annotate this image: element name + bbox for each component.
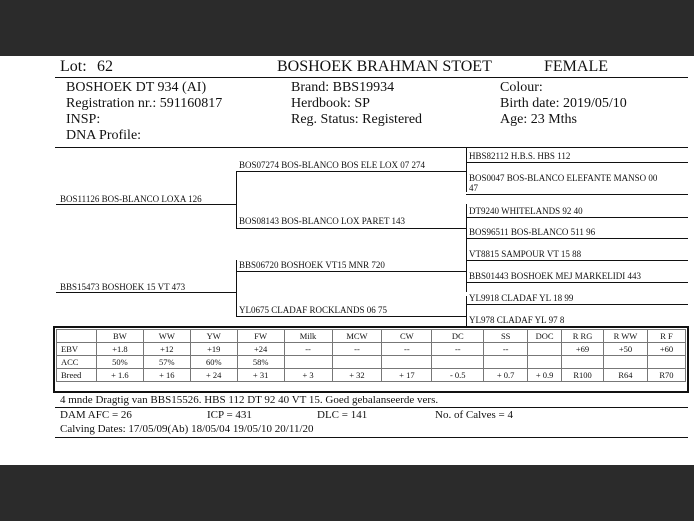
ssd: BOS0047 BOS-BLANCO ELEFANTE MANSO 00 xyxy=(469,173,658,183)
ds-connector xyxy=(466,248,467,292)
sire: BOS11126 BOS-BLANCO LOXA 126 xyxy=(60,194,202,204)
info-rule xyxy=(55,147,688,148)
performance-row xyxy=(57,356,686,369)
footer-rule xyxy=(55,437,688,438)
performance-header-row xyxy=(57,330,686,343)
sire-line xyxy=(56,204,236,205)
performance-cell: +50 xyxy=(604,343,648,356)
performance-cell xyxy=(604,356,648,369)
performance-cell xyxy=(432,356,484,369)
performance-cell: +60 xyxy=(647,343,685,356)
performance-column-header: CW xyxy=(382,330,432,343)
performance-cell xyxy=(528,356,562,369)
dd-connector xyxy=(466,296,467,326)
registration-status: Reg. Status: Registered xyxy=(291,112,423,127)
performance-cell: 50% xyxy=(96,356,143,369)
registration-number: Registration nr.: 591160817 xyxy=(66,96,223,111)
sds-line xyxy=(466,217,688,218)
sss: HBS82112 H.B.S. HBS 112 xyxy=(469,151,571,161)
performance-cell: + 16 xyxy=(143,369,190,382)
sire-connector xyxy=(236,171,237,229)
ssd-line xyxy=(466,194,688,195)
bottom-dark-band xyxy=(0,465,694,521)
performance-column-header: DOC xyxy=(528,330,562,343)
performance-cell: -- xyxy=(332,343,382,356)
performance-cell: + 0.7 xyxy=(484,369,528,382)
performance-table xyxy=(56,329,686,382)
dam-line xyxy=(56,292,236,293)
performance-cell xyxy=(528,343,562,356)
performance-cell: + 0.9 xyxy=(528,369,562,382)
performance-cell: -- xyxy=(432,343,484,356)
performance-cell xyxy=(284,356,332,369)
dam-sire: BBS06720 BOSHOEK VT15 MNR 720 xyxy=(239,260,385,270)
dd-line xyxy=(236,316,466,317)
herdbook: Herdbook: SP xyxy=(291,96,370,111)
performance-cell xyxy=(562,356,604,369)
performance-cell: + 3 xyxy=(284,369,332,382)
performance-cell: 60% xyxy=(190,356,237,369)
top-dark-band xyxy=(0,0,694,56)
performance-row xyxy=(57,343,686,356)
header-rule xyxy=(55,77,688,78)
performance-cell: +19 xyxy=(190,343,237,356)
calving-dates: Calving Dates: 17/05/09(Ab) 18/05/04 19/05/10 20/11/20 xyxy=(60,423,314,435)
performance-cell: + 1.6 xyxy=(96,369,143,382)
performance-cell: 57% xyxy=(143,356,190,369)
dam-connector xyxy=(236,260,237,317)
ss-line xyxy=(236,171,466,172)
performance-cell: +24 xyxy=(237,343,284,356)
performance-cell: + 24 xyxy=(190,369,237,382)
performance-cell: ACC xyxy=(57,356,97,369)
breeder-name: BOSHOEK BRAHMAN STOET xyxy=(277,58,492,75)
performance-column-header: Milk xyxy=(284,330,332,343)
sds: DT9240 WHITELANDS 92 40 xyxy=(469,206,583,216)
lot-label: Lot: xyxy=(60,58,87,75)
performance-cell: +69 xyxy=(562,343,604,356)
dam-afc: DAM AFC = 26 xyxy=(60,409,132,421)
ssd-cont: 47 xyxy=(469,183,478,193)
sss-line xyxy=(466,162,688,163)
performance-cell: EBV xyxy=(57,343,97,356)
performance-column-header: MCW xyxy=(332,330,382,343)
performance-cell: R70 xyxy=(647,369,685,382)
performance-cell: -- xyxy=(484,343,528,356)
performance-column-header: R RG xyxy=(562,330,604,343)
brand: Brand: BBS19934 xyxy=(291,80,395,95)
age: Age: 23 Mths xyxy=(500,112,577,127)
sd-connector xyxy=(466,204,467,248)
sire-sire: BOS07274 BOS-BLANCO BOS ELE LOX 07 274 xyxy=(239,160,426,170)
dsd-line xyxy=(466,282,688,283)
sd-line xyxy=(236,228,466,229)
performance-column-header: R F xyxy=(647,330,685,343)
performance-cell: +12 xyxy=(143,343,190,356)
performance-column-header xyxy=(57,330,97,343)
lot-number: 62 xyxy=(97,58,113,75)
dsd: BBS01443 BOSHOEK MEJ MARKELIDI 443 xyxy=(469,271,642,281)
ddd: YL978 CLADAF YL 97 8 xyxy=(469,315,565,325)
performance-cell xyxy=(647,356,685,369)
colour: Colour: xyxy=(500,80,543,95)
ds-line xyxy=(236,271,466,272)
performance-cell: + 32 xyxy=(332,369,382,382)
dam-dam: YL0675 CLADAF ROCKLANDS 06 75 xyxy=(239,305,388,315)
ss-connector xyxy=(466,148,467,192)
dds: YL9918 CLADAF YL 18 99 xyxy=(469,293,574,303)
pregnancy-note: 4 mnde Dragtig van BBS15526. HBS 112 DT 92 40 VT 15. Goed gebalanseerde vers. xyxy=(60,394,439,406)
performance-cell: +1.8 xyxy=(96,343,143,356)
sdd: BOS96511 BOS-BLANCO 511 96 xyxy=(469,227,596,237)
birth-date: Birth date: 2019/05/10 xyxy=(500,96,627,111)
performance-cell: - 0.5 xyxy=(432,369,484,382)
note-rule xyxy=(55,407,688,408)
performance-cell: Breed xyxy=(57,369,97,382)
dam: BBS15473 BOSHOEK 15 VT 473 xyxy=(60,282,186,292)
dna-profile-label: DNA Profile: xyxy=(66,128,142,143)
insp-label: INSP: xyxy=(66,112,101,127)
dss: VT8815 SAMPOUR VT 15 88 xyxy=(469,249,582,259)
performance-cell xyxy=(332,356,382,369)
performance-column-header: R WW xyxy=(604,330,648,343)
performance-cell: 58% xyxy=(237,356,284,369)
performance-column-header: YW xyxy=(190,330,237,343)
sire-dam: BOS08143 BOS-BLANCO LOX PARET 143 xyxy=(239,216,406,226)
lot-sheet xyxy=(0,56,694,465)
performance-column-header: DC xyxy=(432,330,484,343)
performance-cell xyxy=(484,356,528,369)
performance-column-header: WW xyxy=(143,330,190,343)
sex-label: FEMALE xyxy=(544,58,608,75)
performance-cell: + 17 xyxy=(382,369,432,382)
performance-cell: -- xyxy=(382,343,432,356)
performance-row xyxy=(57,369,686,382)
dss-line xyxy=(466,260,688,261)
sdd-line xyxy=(466,238,688,239)
performance-cell: R64 xyxy=(604,369,648,382)
number-of-calves: No. of Calves = 4 xyxy=(435,409,513,421)
performance-column-header: BW xyxy=(96,330,143,343)
performance-cell: + 31 xyxy=(237,369,284,382)
performance-column-header: SS xyxy=(484,330,528,343)
performance-cell xyxy=(382,356,432,369)
icp: ICP = 431 xyxy=(207,409,252,421)
animal-name: BOSHOEK DT 934 (AI) xyxy=(66,80,207,95)
dlc: DLC = 141 xyxy=(317,409,368,421)
dds-line xyxy=(466,304,688,305)
performance-cell: R100 xyxy=(562,369,604,382)
performance-cell: -- xyxy=(284,343,332,356)
performance-column-header: FW xyxy=(237,330,284,343)
